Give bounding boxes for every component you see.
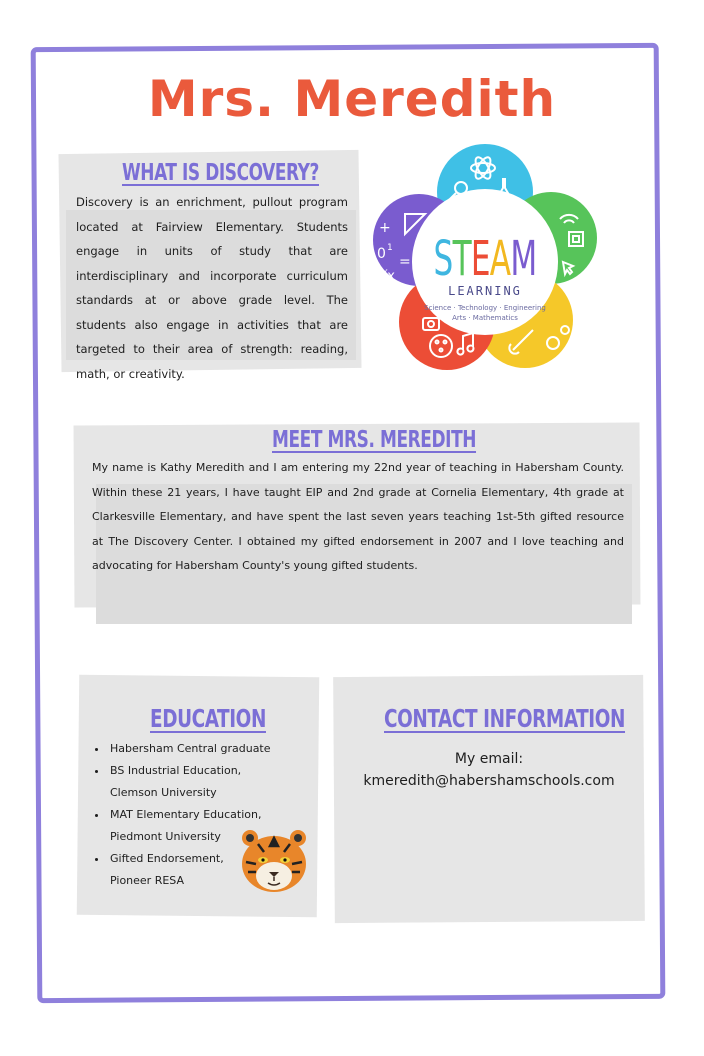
steam-line1: Science · Technology · Engineering	[424, 304, 546, 312]
tiger-icon	[238, 828, 310, 894]
discovery-text: Discovery is an enrichment, pullout program located at Fairview Elementary. Students engage in units of study that are interdisciplinary and incorporate curriculum standards at or above grade level. The students also engage in activities that are targeted to their area of strength: reading, math, or creativity.	[76, 195, 348, 381]
education-heading: EDUCATION	[150, 704, 266, 733]
steam-line2: Arts · Mathematics	[452, 314, 518, 322]
svg-text:√x: √x	[379, 269, 395, 284]
steam-sub: LEARNING	[448, 284, 522, 298]
svg-text:+: +	[379, 220, 391, 236]
meet-heading: MEET MRS. MEREDITH	[272, 427, 477, 453]
list-item: • MAT Elementary Education, Piedmont University	[108, 804, 308, 848]
svg-text:=: =	[399, 254, 411, 270]
meet-text: My name is Kathy Meredith and I am entering my 22nd year of teaching in Habersham County. Within these 21 years, I have taught EIP and 2nd grade at Cornelia Elementary, 4th grade at Clarkesville Elementary, and have spent the last seven years teaching 1st-5th gifted resource at The Discovery Center. I obtained my gifted endorsement in 2007 and I love teaching and advocating for Habersham County's young gifted students.	[92, 461, 624, 572]
list-item: • Habersham Central graduate	[108, 738, 308, 760]
svg-text:1: 1	[387, 243, 393, 253]
list-item: • Gifted Endorsement, Pioneer RESA	[108, 848, 308, 892]
svg-text:0: 0	[377, 246, 386, 262]
contact-heading: CONTACT INFORMATION	[384, 704, 626, 733]
list-item: • BS Industrial Education, Clemson University	[108, 760, 308, 804]
steam-word: STEAM	[433, 230, 537, 287]
discovery-heading: WHAT IS DISCOVERY?	[122, 160, 320, 186]
steam-logo	[365, 140, 605, 380]
page-title: Mrs. Meredith	[147, 70, 557, 128]
contact-label: My email:	[454, 751, 524, 767]
contact-email[interactable]: kmeredith@habershamschools.com	[363, 773, 615, 789]
